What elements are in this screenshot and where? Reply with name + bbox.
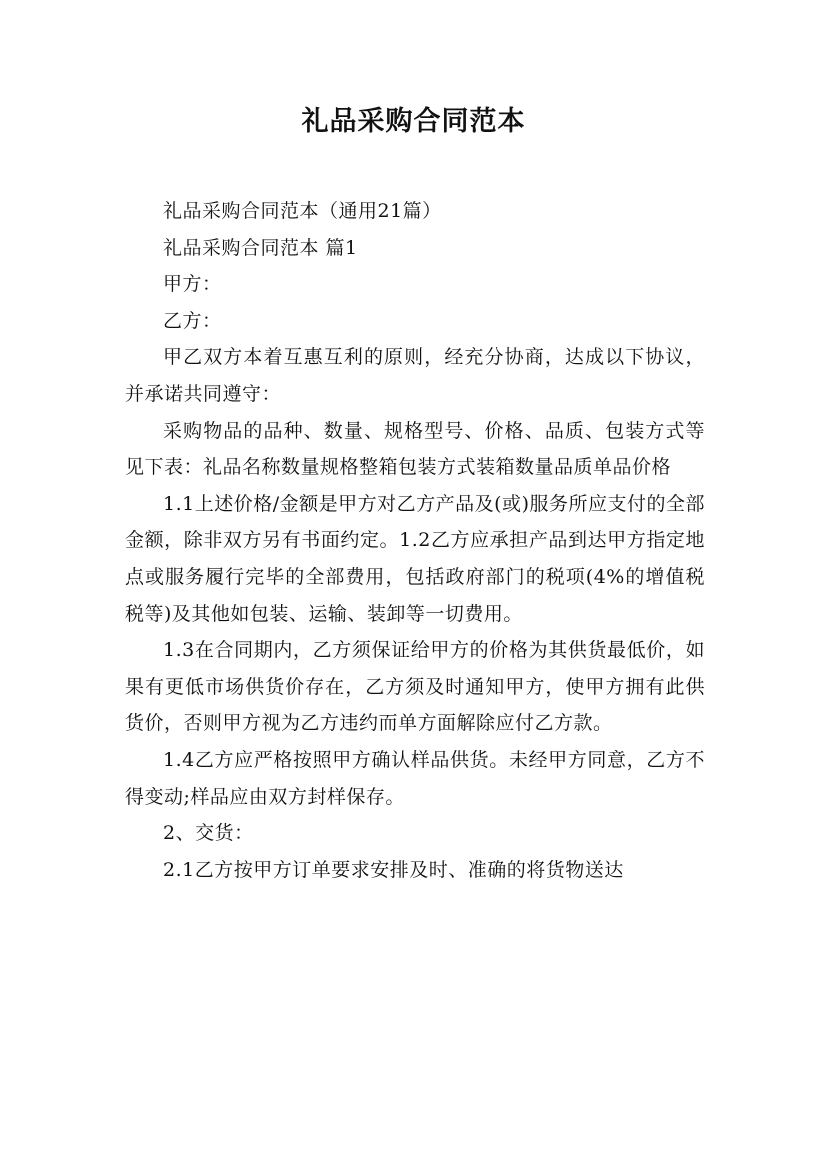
paragraph-goods: 采购物品的品种、数量、规格型号、价格、品质、包装方式等见下表：礼品名称数量规格整箱包装方式装箱数量品质单品价格	[125, 419, 705, 479]
paragraph-party-b: 乙方：	[163, 309, 222, 332]
paragraph-party-a: 甲方：	[163, 273, 222, 296]
paragraph-preamble: 甲乙双方本着互惠互利的原则，经充分协商，达成以下协议，并承诺共同遵守：	[125, 346, 705, 405]
paragraph-delivery-heading: 2、交货：	[163, 822, 254, 845]
paragraph-clause-1-4: 1.4乙方应严格按照甲方确认样品供货。未经甲方同意，乙方不得变动;样品应由双方封样保存。	[125, 748, 705, 808]
paragraph-clause-2-1: 2.1乙方按甲方订单要求安排及时、准确的将货物送达	[163, 858, 624, 881]
paragraph-clause-1-3: 1.3在合同期内，乙方须保证给甲方的价格为其供货最低价，如果有更低市场供货价存在，乙方须及时通知甲方，使甲方拥有此供货价，否则甲方视为乙方违约而单方面解除应付乙方款。	[125, 639, 705, 735]
paragraph-subtitle: 礼品采购合同范本（通用21篇）	[163, 200, 442, 222]
document-title: 礼品采购合同范本	[301, 106, 526, 137]
paragraph-clause-1-1: 1.1上述价格/金额是甲方对乙方产品及(或)服务所应支付的全部金额，除非双方另有书面约定。1.2乙方应承担产品到达甲方指定地点或服务履行完毕的全部费用，包括政府部门的税项(4%的增值税税等)及其他如包装、运输、装卸等一切费用。	[125, 492, 705, 625]
paragraph-section-heading: 礼品采购合同范本 篇1	[163, 236, 358, 259]
document-body	[125, 193, 705, 888]
